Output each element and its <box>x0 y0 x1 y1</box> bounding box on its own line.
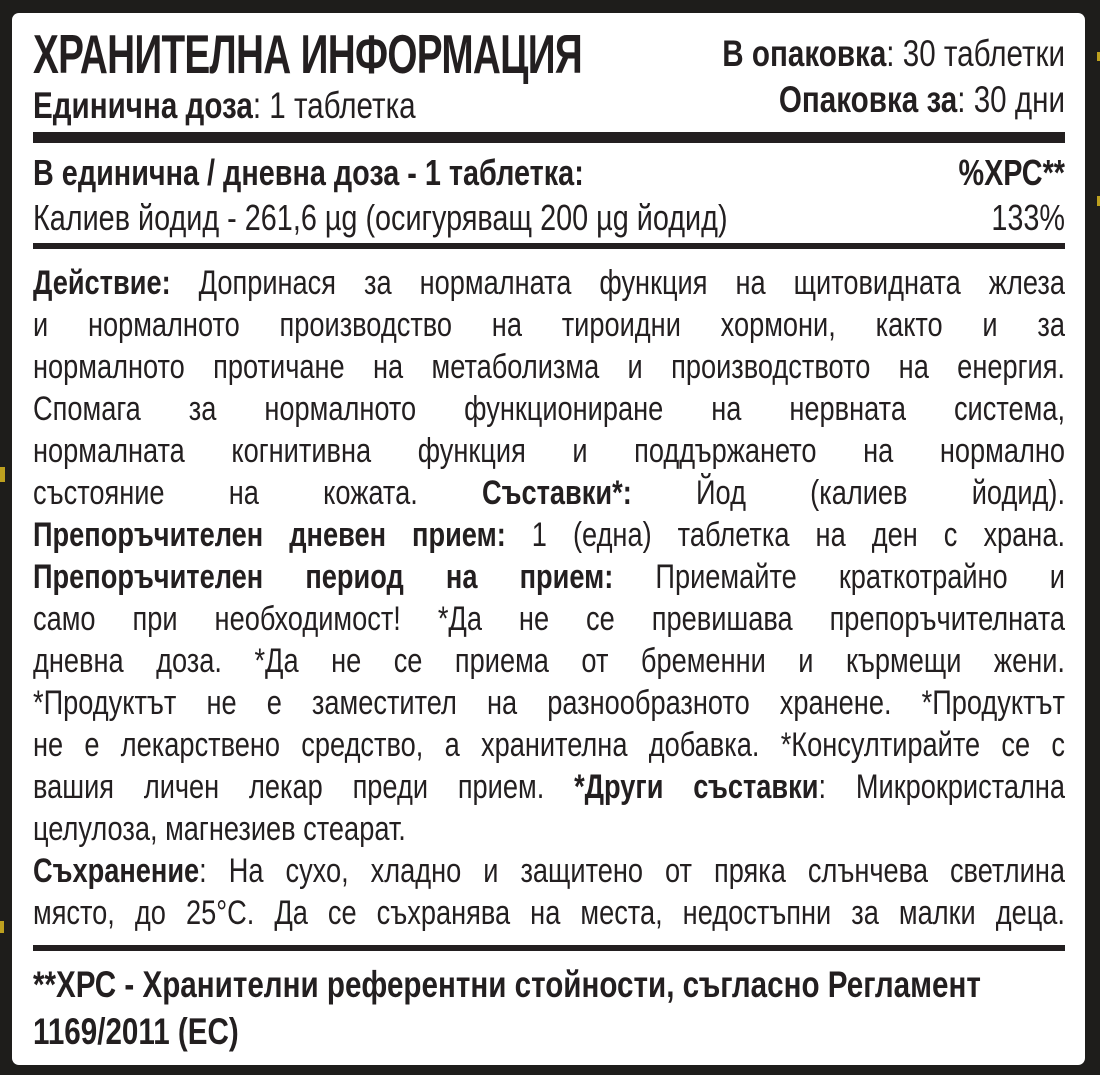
divider-medium <box>33 945 1065 951</box>
dose-table-header-row <box>33 150 1065 195</box>
body-line: Спомага за нормалното функциониране на нервната система, <box>33 390 1065 428</box>
label-edge-glare <box>0 921 4 933</box>
pack-duration-line <box>722 77 1065 123</box>
divider-medium <box>33 243 1065 249</box>
header-left <box>33 23 657 129</box>
per-pack-line <box>722 31 1065 77</box>
body-line: вашия личен лекар преди прием. *Други съставки: Микрокристална <box>33 768 1065 806</box>
body-line: целулоза, магнезиев стеарат. <box>33 810 406 848</box>
ingredient-name: Калиев йодид - 261,6 µg (осигуряващ 200 µg йодид) <box>33 197 728 238</box>
body-line: *Продуктът не е заместител на разнообразното хранене. *Продуктът <box>33 684 1065 722</box>
footnote-line: **ХРС - Хранителни референтни стойности, съгласно Регламент <box>33 964 981 1005</box>
single-dose-label: Единична доза <box>33 85 253 126</box>
label-edge-glare <box>0 467 5 482</box>
per-pack-value: : 30 таблетки <box>886 33 1065 74</box>
body-line: и нормалното производство на тироидни хормони, както и за <box>33 306 1065 344</box>
single-dose-line <box>33 83 657 129</box>
body-line: Действие: Допринася за нормалната функция на щитовидната жлеза <box>33 264 1065 302</box>
body-line: нормалната когнитивна функция и поддържането на нормално <box>33 432 1065 470</box>
dose-ingredient-row <box>33 195 1065 240</box>
body-line: нормалното протичане на метаболизма и производството на енергия. <box>33 348 1065 386</box>
divider-thick <box>33 132 1065 143</box>
single-dose-value: : 1 таблетка <box>252 85 416 126</box>
nutrition-label <box>12 13 1085 1065</box>
pack-duration-label: Опаковка за <box>778 79 958 120</box>
body-text <box>33 262 1065 934</box>
nrv-column-header: %ХРС** <box>958 152 1065 193</box>
body-line: състояние на кожата. Съставки*: Йод (калиев йодид). <box>33 474 1066 512</box>
footnote <box>33 961 1065 1055</box>
body-line: не е лекарствено средство, а хранителна добавка. *Консултирайте се с <box>33 726 1065 764</box>
body-line: само при необходимост! *Да не се превишава препоръчителната <box>33 600 1065 638</box>
header-right <box>722 26 1065 129</box>
dose-row-header: В единична / дневна доза - 1 таблетка: <box>33 152 584 193</box>
pack-duration-value: : 30 дни <box>957 79 1065 120</box>
body-line: Препоръчителен период на прием: Приемайте краткотрайно и <box>33 558 1065 596</box>
dose-table <box>33 143 1085 240</box>
label-title: ХРАНИТЕЛНА ИНФОРМАЦИЯ <box>33 23 582 85</box>
nrv-value: 133% <box>991 197 1065 238</box>
body-line: Съхранение: На сухо, хладно и защитено от пряка слънчева светлина <box>33 852 1066 890</box>
label-header <box>33 23 1065 129</box>
per-pack-label: В опаковка <box>722 33 887 74</box>
body-line: Препоръчителен дневен прием: 1 (една) таблетка на ден с храна. <box>33 516 1065 554</box>
footnote-line: 1169/2011 (ЕС) <box>33 1011 239 1052</box>
body-line: място, до 25°C. Да се съхранява на места, недостъпни за малки деца. <box>33 894 1065 932</box>
body-line: дневна доза. *Да не се приема от бременни и кърмещи жени. <box>33 642 1065 680</box>
